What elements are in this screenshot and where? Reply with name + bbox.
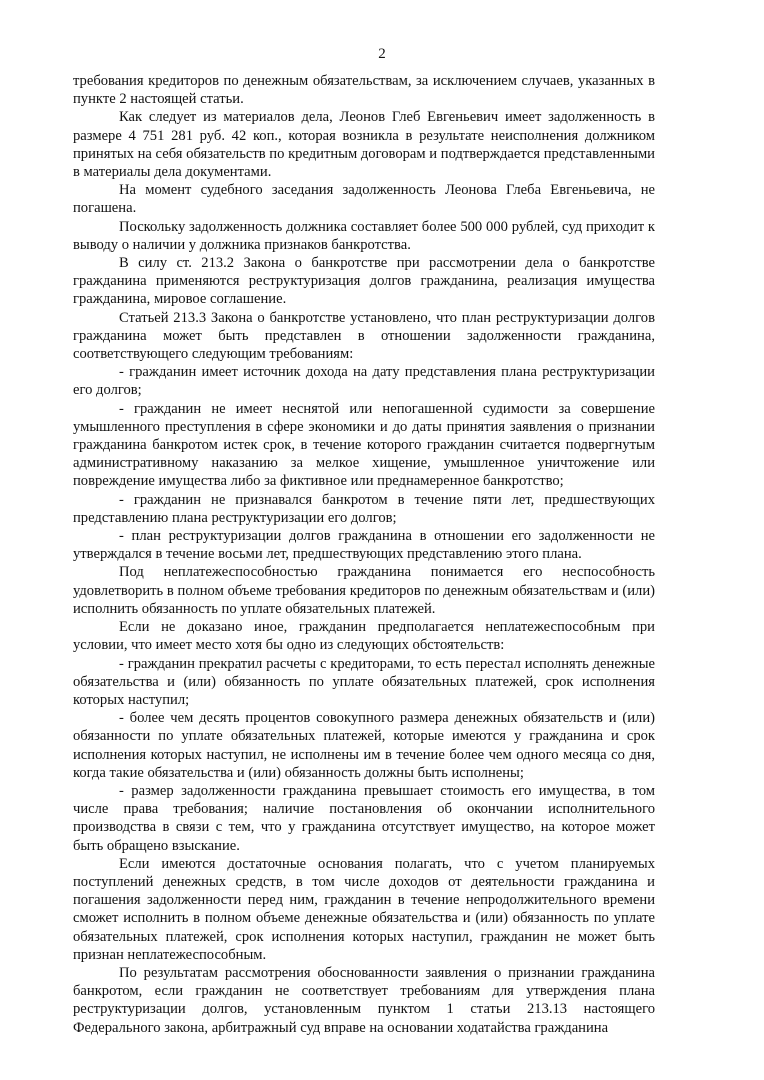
paragraph-presumption: Если не доказано иное, гражданин предполагается неплатежеспособным при условии, что имеет место хотя бы одно из следующих обстоятельств: [73, 619, 655, 654]
document-body [73, 72, 655, 1037]
paragraph-continuation: требования кредиторов по денежным обязательствам, за исключением случаев, указанных в пункте 2 настоящей статьи. [73, 73, 655, 108]
page-number: 2 [378, 46, 386, 62]
paragraph-insolvency-definition: Под неплатежеспособностью гражданина понимается его неспособность удовлетворить в полном объеме требования кредиторов по денежным обязательствам и (или) исполнить обязанность по уплате обязательных платежей. [73, 564, 655, 617]
paragraph-bankruptcy-signs: Поскольку задолженность должника составляет более 500 000 рублей, суд приходит к выводу о наличии у должника признаков банкротства. [73, 218, 655, 253]
list-item-debt-exceeds-assets: - размер задолженности гражданина превышает стоимость его имущества, в том числе права требования; наличие постановления об окончании исполнительного производства в связи с тем, что у гражданина отсутствует имущество, на которое может быть обращено взыскание. [73, 782, 655, 854]
paragraph-debt-amount: Как следует из материалов дела, Леонов Глеб Евгеньевич имеет задолженность в размере 4 751 281 руб. 42 коп., которая возникла в результате неисполнения должником принятых на себя обязательств по кредитным договорам и подтверждается представленными в материалы дела документами. [73, 109, 655, 181]
list-item-prior-plan: - план реструктуризации долгов гражданина в отношении его задолженности не утверждался в течение восьми лет, предшествующих представлению этого плана. [73, 528, 655, 563]
list-item-ten-percent: - более чем десять процентов совокупного размера денежных обязательств и (или) обязанности по уплате обязательных платежей, которые имеются у гражданина и срок исполнения которых наступил, не исполнены им в течение более чем одного месяца со дня, когда такие обязательства и (или) обязанность должны быть исполнены; [73, 710, 655, 781]
paragraph-sufficient-grounds: Если имеются достаточные основания полагать, что с учетом планируемых поступлений денежных средств, в том числе доходов от деятельности гражданина и погашения задолженности перед ним, гражданин в течение непродолжительного времени сможет исполнить в полном объеме денежные обязательства и (или) обязанность по уплате обязательных платежей, срок исполнения которых наступил, гражданин не может быть признан неплатежеспособным. [73, 855, 655, 963]
list-item-stopped-payments: - гражданин прекратил расчеты с кредиторами, то есть перестал исполнять денежные обязательства и (или) обязанность по уплате обязательных платежей, срок исполнения которых наступил; [73, 655, 655, 708]
paragraph-debt-unpaid: На момент судебного заседания задолженность Леонова Глеба Евгеньевича, не погашена. [73, 182, 655, 217]
list-item-income: - гражданин имеет источник дохода на дату представления плана реструктуризации его долгов; [73, 364, 655, 399]
list-item-conviction: - гражданин не имеет неснятой или непогашенной судимости за совершение умышленного преступления в сфере экономики и до даты принятия заявления о признании гражданина банкротом истек срок, в течение которого гражданин считается подвергнутым административному наказанию за мелкое хищение, умышленное уничтожение или повреждение имущества либо за фиктивное или преднамеренное банкротство; [73, 400, 655, 490]
paragraph-article-213-3: Статьей 213.3 Закона о банкротстве установлено, что план реструктуризации долгов гражданина может быть представлен в отношении задолженности гражданина, соответствующего следующим требованиям: [73, 309, 655, 363]
paragraph-results: По результатам рассмотрения обоснованности заявления о признании гражданина банкротом, если гражданин не соответствует требованиям для утверждения плана реструктуризации долгов, установленным пунктом 1 статьи 213.13 настоящего Федерального закона, арбитражный суд вправе на основании ходатайства гражданина [73, 964, 655, 1036]
paragraph-article-213-2: В силу ст. 213.2 Закона о банкротстве при рассмотрении дела о банкротстве гражданина применяются реструктуризация долгов гражданина, реализация имущества гражданина, мировое соглашение. [73, 255, 655, 308]
list-item-prior-bankruptcy: - гражданин не признавался банкротом в течение пяти лет, предшествующих представлению плана реструктуризации его долгов; [73, 491, 655, 526]
